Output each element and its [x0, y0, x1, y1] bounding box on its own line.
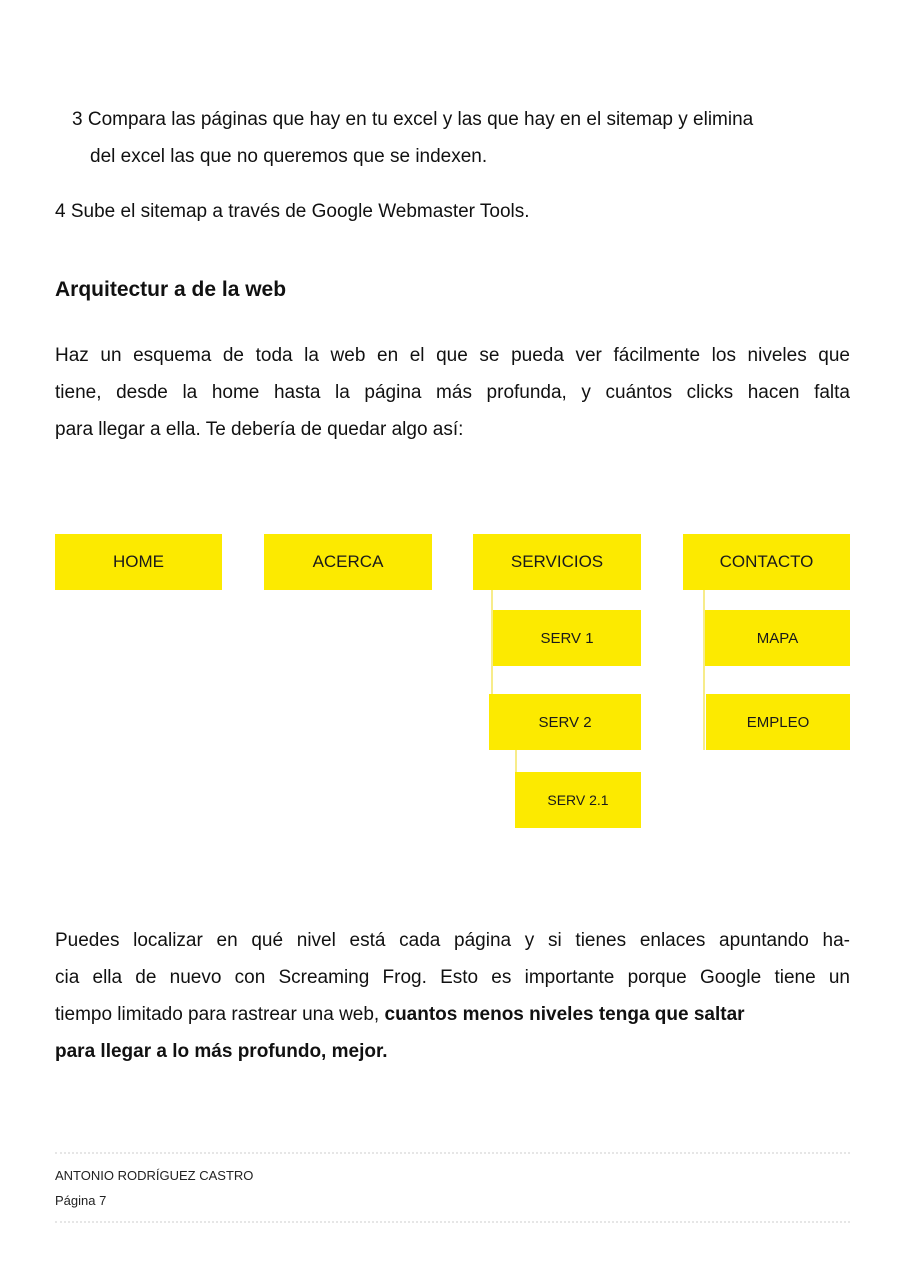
- list-item-4: 4 Sube el sitemap a través de Google Webmaster Tools.: [55, 201, 530, 222]
- node-servicios: SERVICIOS: [473, 534, 641, 590]
- footer-divider: [55, 1152, 850, 1154]
- node-mapa: MAPA: [705, 610, 850, 666]
- list-item-3-line1: 3 Compara las páginas que hay en tu excel y las que hay en el sitemap y elimina: [72, 109, 754, 130]
- node-serv-1: SERV 1: [493, 610, 641, 666]
- paragraph-line: Puedes localizar en qué nivel está cada página y si tienes enlaces apuntando ha-: [55, 930, 850, 951]
- footer-divider: [55, 1221, 850, 1223]
- paragraph-line: para llegar a ella. Te debería de quedar algo así:: [55, 419, 464, 440]
- paragraph-line: cia ella de nuevo con Screaming Frog. Esto es importante porque Google tiene un: [55, 967, 850, 988]
- paragraph-line-bold: para llegar a lo más profundo, mejor.: [55, 1041, 388, 1062]
- node-home: HOME: [55, 534, 222, 590]
- node-empleo: EMPLEO: [706, 694, 850, 750]
- paragraph-line: Haz un esquema de toda la web en el que se pueda ver fácilmente los niveles que: [55, 345, 850, 366]
- paragraph-line: [55, 1003, 745, 1027]
- list-item-3-line2: del excel las que no queremos que se indexen.: [90, 146, 488, 167]
- paragraph-line: tiene, desde la home hasta la página más profunda, y cuántos clicks hacen falta: [55, 382, 850, 403]
- node-serv-2: SERV 2: [489, 694, 641, 750]
- node-acerca: ACERCA: [264, 534, 432, 590]
- text-normal: tiempo limitado para rastrear una web,: [55, 1004, 385, 1025]
- footer-page-number: Página 7: [55, 1193, 107, 1208]
- footer-author: ANTONIO RODRÍGUEZ CASTRO: [55, 1168, 254, 1183]
- section-heading: Arquitectur a de la web: [55, 278, 287, 301]
- node-contacto: CONTACTO: [683, 534, 850, 590]
- connector-line: [515, 750, 517, 772]
- text-bold: cuantos menos niveles tenga que saltar: [384, 1004, 745, 1025]
- node-serv-2-1: SERV 2.1: [515, 772, 641, 828]
